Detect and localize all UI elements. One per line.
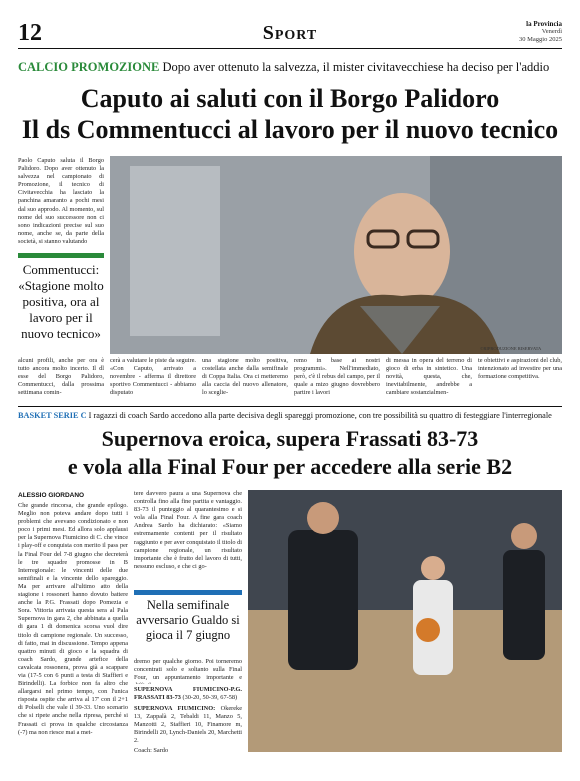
article2-col2: tere davvero paura a una Supernova che controlla fino alla fine partita e vantaggio. 83-73 il punteggio al quarantesimo e si vola alla Final Four. A fine gara coach Andrea Sardo ha dichiarato: «Siamo estremamente contenti per il risultato raggiunto e per aver conquistato il titolo di campione regionale, un risultato importante che è frutto del lavoro di tutti, nessuno escluso, e che ci go- (134, 490, 242, 570)
basketball-action-image (248, 490, 562, 752)
issue-date: 30 Maggio 2025 (519, 36, 562, 43)
article1-tag: CALCIO PROMOZIONE (18, 60, 160, 74)
article1-col5: di messa in opera del terreno di gioco di erba in sintetico. Una novità, questa, che, inevitabilmente, andrebbe a cambiare sostanzialmen- (386, 357, 472, 397)
article2-kicker (18, 411, 562, 420)
article2-score (134, 686, 242, 703)
article2-col3: dremo per qualche giorno. Poi torneremo concentrati solo e soltanto sulla Final Four, un appuntamento importante e (134, 658, 242, 682)
article1-headline-1: Caputo ai saluti con il Borgo Palidoro (80, 84, 500, 113)
article1-headline-2: Il ds Commentucci al lavoro per il nuovo tecnico (21, 115, 559, 144)
masthead (519, 20, 562, 44)
article2-score-title: SUPERNOVA FIUMICINO-P.G. FRASSATI 83-73 (134, 686, 242, 702)
article2-pullquote-bar (134, 590, 242, 595)
article1-col6: te obiettivi e aspirazioni del club, intenzionato ad investire per una formazione competitiva. (478, 357, 562, 381)
article1-col1: alcuni profili, anche per ora è tutto ancora molto incerto. Il dl esse del Borgo Palidoro, Commentucci, dalla prossima settimana comin- (18, 357, 104, 397)
page-number: 12 (18, 20, 42, 46)
article1-photo-credit: ©RIPRODUZIONE RISERVATA (480, 346, 542, 351)
header-rule (18, 48, 562, 49)
article2-photo (248, 490, 562, 752)
article2-kicker-text: I ragazzi di coach Sardo accedono alla parte decisiva degli spareggi promozione, con tre possibilità su quattro di festeggiare l'interregionale (86, 411, 552, 420)
article2-lineup-title: SUPERNOVA FIUMICINO: (134, 705, 216, 712)
article1-lead: Paolo Caputo saluta il Borgo Palidoro. Dopo aver ottenuto la salvezza nel campionato di Promozione, il tecnico di Civitavecchia ha lasciato la panchina amaranto a pochi mesi dal suo approdo. Al momento, sul nome del suo successore non ci sono indicazioni precise sul suo nome, anche se, da parte della società, si stanno valutando (18, 157, 104, 245)
article2-headline-1: Supernova eroica, supera Frassati 83-73 (101, 426, 479, 451)
article2-col1: Che grande rincorsa, che grande epilogo. Meglio non poteva andare dopo tutti i problemi che avevano condizionato e non poco i primi mesi. Ed allora solo applausi per la Supernova Fiumicino di C. che vince i play-off e conquista con merito il pass per la Final Four del 7-8 giugno che decreterà le tre squadre promosse in B Interregionale: le vincenti delle due semifinali e la vincente dello spareggio. Ma per arrivare all'ultimo atto della stagione i rossoneri hanno dovuto battere anche la P.G. Frassati dopo Pomezia e Sora. Vittoria arrivata questa sera al Pala Supernova in gara 2, che abbinata a quella di gara 1 di domenica scorsa vuol dire titolo di campione regionale. Un successo, di fatto, mai in discussione. Tempo appena quattro minuti di gioco e la squadra di coach Sardo, grande artefice della cavalcata rossonera, prova già a scappare via (17-5 con 6 punti a testa di Staffieri e Birindelli). La forbice non fa altro che allargarsi nel primo tempo, con l'unica risposta ospite che arriva al 17' con il 2+1 di Polselli che vale il 39-33. Uno scenario che si ripete anche nella ripresa, perché si Frassati ci prova in qualche circostanza (-7) ma non riesce mai a met- (18, 502, 128, 736)
article2-byline: ALESSIO GIORDANO (18, 492, 85, 499)
article-separator (18, 406, 562, 407)
article2-headline-2: e vola alla Final Four per accedere alla serie B2 (67, 454, 513, 479)
article1-photo (110, 156, 562, 354)
article2-score-partials: (30-20, 50-39, 67-58) (180, 694, 238, 702)
article1-col3: una stagione molto positiva, costellata anche dalla semifinale di Coppa Italia. Ora ci metteremo alla caccia del nuovo allenatore, lo sceglie- (202, 357, 288, 397)
article2-lineup (134, 705, 242, 746)
article2-coach: Coach: Sardo (134, 747, 169, 754)
article1-col4: remo in base ai nostri programmi». Nell'immediato, però, c'è il rebus del campo, per il quale a mizo giugno dovrebbero partire i lavori (294, 357, 380, 397)
article1-pullquote: Commentucci: «Stagione molto positiva, ora al lavoro per il nuovo tecnico» (18, 262, 104, 341)
issue-day: Venerdì (541, 28, 562, 35)
coach-portrait-image (110, 156, 562, 354)
paper-name: la Provincia (526, 20, 562, 28)
article2-lineup-text: Okereke 13, Zappalà 2, Tebaldi 11, Manzo 5, Manzotti 2, Staffieri 10, Finamore m, Birindelli 20, Lynch-Daniels 20, Marchetti 2. (134, 705, 242, 745)
article1-pullquote-bar (18, 253, 104, 258)
article1-kicker (18, 60, 562, 75)
article2-pullquote: Nella semifinale avversario Gualdo si gioca il 7 giugno (136, 598, 240, 642)
section-title: Sport (262, 22, 318, 44)
article1-col2: cerà a valutare le piste da seguire. «Con Caputo, arrivato a novembre - afferma il direttore sportivo Commentucci - abbiamo disputato (110, 357, 196, 397)
article1-kicker-text: Dopo aver ottenuto la salvezza, il mister civitavecchiese ha deciso per l'addio (159, 60, 550, 74)
article2-tag: BASKET SERIE C (18, 411, 87, 420)
